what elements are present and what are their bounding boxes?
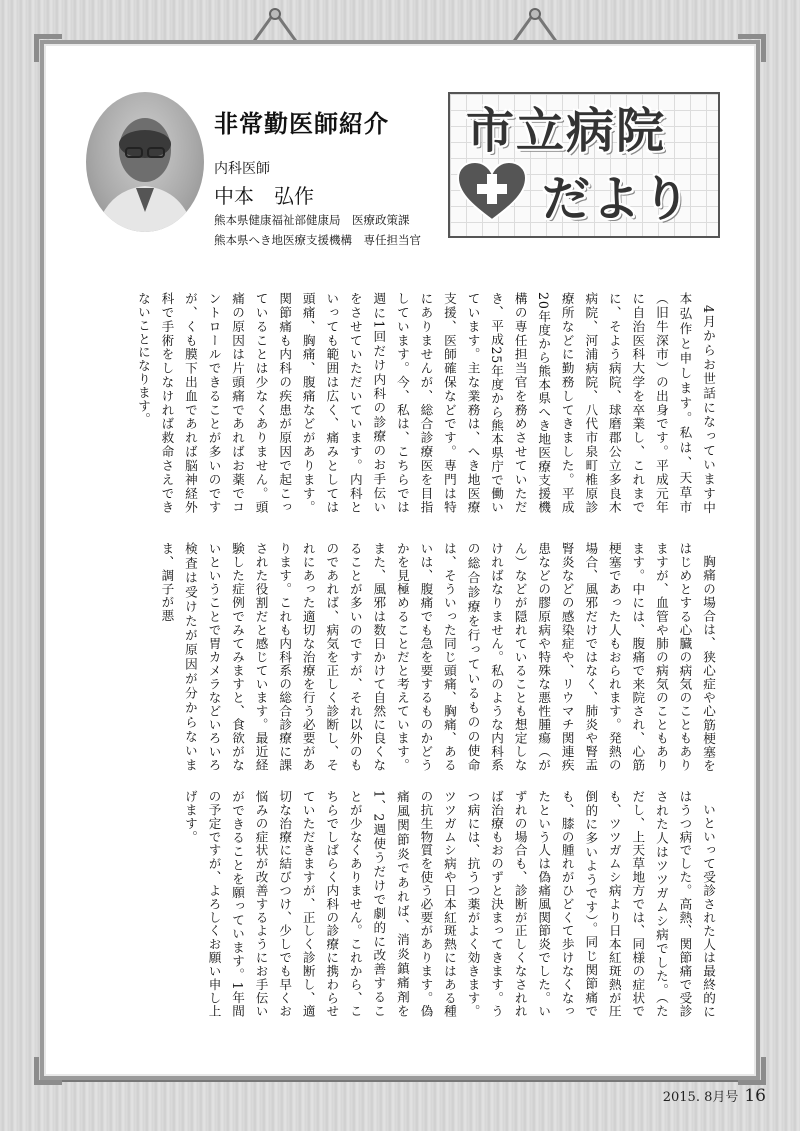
badge-title-line2: だより [542,171,693,227]
article-paragraph-2: 胸痛の場合は、狭心症や心筋梗塞をはじめとする心臓の病気のこともありますが、血管や肺の病気のこともあります。中には、腹痛で来院され、心筋梗塞であった人もおられます。発熱の場合、風邪だけではなく、肺炎や腎盂腎炎などの感染症や、リウマチ関連疾患などの膠原病や特殊な悪性腫瘍（がん）などが隠れていることも想定しなければなりません。私のような内科系の総合診療を行っているものの使命は、そういった同じ頭痛、胸痛、あるいは、腹痛でも急を要するものかどうかを見極めることだと考えています。また、風邪は数日かけて自然に良くなることが多いのですが、それ以外のものであれば、病気を正しく診断し、それにあった適切な治療を行う必要があります。これも内科系の総合診療に課された役割だと感じています。最近経験した症例でみてみますと、食欲がないということで胃カメラなどいろいろ検査は受けたが原因が分からないまま、調子が悪 [159,542,716,772]
heart-cross-icon [456,160,528,224]
doctor-role: 内科医師 [214,161,270,177]
article-paragraph-1: 4月からお世話になっています中本弘作と申します。私は、天草市（旧牛深市）の出身です。平成元年に自治医科大学を卒業し、これまでに、そよう病院、球磨郡公立多良木病院、河浦病院、八代市泉町椎原診療所などに勤務してきました。平成20年度から熊本県へき地医療支援機構の専任担当官を務めさせていただき、平成25年度から熊本県庁で働いています。主な業務は、へき地医療支援、医師確保などです。専門は特にありませんが、総合診療医を目指しています。今、私は、こちらでは週に1回だけ内科の診療のお手伝いをさせていただいています。内科といっても範囲は広く、痛みとしては頭痛、胸痛、腹痛などがあります。関節痛も内科の疾患が原因で起こっていることは少なくありません。頭痛の原因は片頭痛であればお薬でコントロールできることが多いのですが、くも膜下出血であれば脳神経外科で手術をしなければ救命さえできないことになります。 [135,292,716,514]
issue-label: 2015. 8月号 [662,1090,739,1105]
board-corner-top-right [738,34,766,62]
page-number: 16 [744,1086,766,1106]
doctor-affiliation-1: 熊本県健康福祉部健康局 医療政策課 [214,213,410,227]
badge-title-line1: 市立病院 [466,103,667,159]
article-text-block-3 [100,790,720,1018]
doctor-portrait-photo [86,92,204,232]
board-corner-bottom-left [34,1057,62,1085]
section-heading: 非常勤医師紹介 [214,110,389,138]
doctor-name: 中本 弘作 [214,184,314,208]
board-corner-bottom-right [738,1057,766,1085]
article-text-block-1 [100,292,720,514]
page-footer [663,1086,766,1106]
article-text-block-2 [100,542,720,772]
article-paragraph-3: いといって受診された人は最終的にはうつ病でした。高熱、関節痛で受診された人はツツガムシ病でした。（ただし、上天草地方では、同様の症状でも、ツツガムシ病より日本紅斑熱が圧倒的に多いようです）。同じ関節痛でも、膝の腫れがひどくて歩けなくなったという人は偽痛風関節炎でした。いずれの場合も、診断が正しくなされれば治療もおのずと決まってきます。うつ病には、抗うつ薬がよく効きます。ツツガムシ病や日本紅斑熱にはある種の抗生物質を使う必要があります。偽痛風関節炎であれば、消炎鎮痛剤を1、2週使うだけで劇的に改善することが少なくありません。これから、こちらでしばらく内科の診療に携わらせていただきますが、正しく診断し、適切な治療に結びつけ、少しでも早くお悩みの症状が改善するようにお手伝いができることを願っています。1年間の予定ですが、よろしくお願い申し上げます。 [182,790,716,1018]
doctor-affiliation-2: 熊本県へき地医療支援機構 専任担当官 [214,233,421,247]
board-corner-top-left [34,34,62,62]
